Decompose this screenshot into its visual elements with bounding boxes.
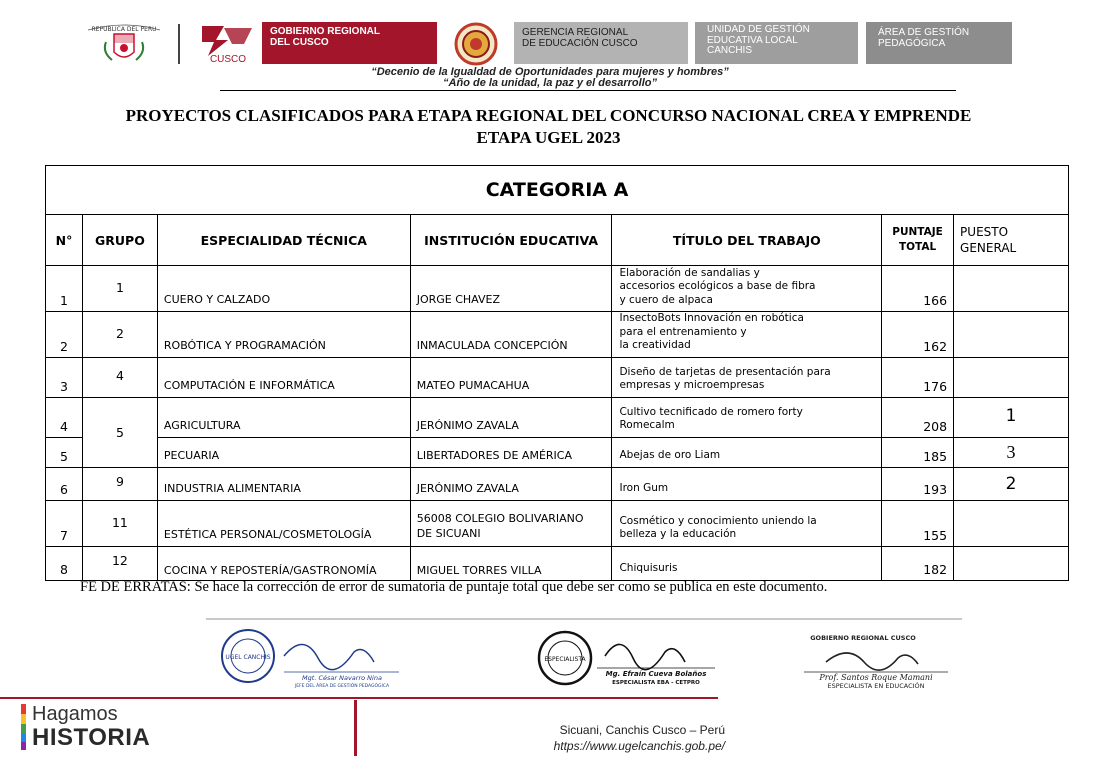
row-titulo: Cosmético y conocimiento uniendo la belleza y la educación: [612, 500, 882, 546]
row-especialidad: PECUARIA: [157, 437, 410, 467]
table-header-row: [46, 215, 1069, 266]
gobierno-regional-line2: DEL CUSCO: [270, 37, 329, 48]
row-grupo: 11: [82, 500, 157, 546]
area-gestion-banner: [866, 22, 1012, 64]
signature-strip-border: [206, 618, 962, 620]
row-puntaje: 182: [882, 546, 954, 580]
row-especialidad: ROBÓTICA Y PROGRAMACIÓN: [157, 312, 410, 358]
row-especialidad: ESTÉTICA PERSONAL/COSMETOLOGÍA: [157, 500, 410, 546]
motto-year: “Año de la unidad, la paz y el desarrollo”: [443, 77, 657, 89]
peru-coat-of-arms-logo: [78, 22, 170, 66]
row-titulo: Elaboración de sandalias y accesorios ecológicos a base de fibra y cuero de alpaca: [612, 266, 882, 312]
gerencia-regional-banner: [514, 22, 688, 64]
footer-website-link[interactable]: https://www.ugelcanchis.gob.pe/: [553, 739, 725, 753]
header-puesto: PUESTO GENERAL: [954, 215, 1069, 266]
ugel-line3: CANCHIS: [707, 45, 753, 56]
signer-role: ESPECIALISTA EN EDUCACIÓN: [827, 682, 925, 690]
table-row: [46, 467, 1069, 500]
row-grupo: 1: [82, 266, 157, 312]
row-grupo: 5: [82, 397, 157, 467]
row-grupo: 12: [82, 546, 157, 580]
signer-role: ESPECIALISTA EBA - CETPRO: [612, 680, 700, 686]
gobierno-regional-line1: GOBIERNO REGIONAL: [270, 26, 381, 37]
motto-decade: “Decenio de la Igualdad de Oportunidades para mujeres y hombres”: [371, 66, 729, 78]
row-titulo: Iron Gum: [612, 467, 882, 500]
row-number: 4: [46, 397, 83, 437]
row-titulo: Chiquisuris: [612, 546, 882, 580]
gerencia-line2: DE EDUCACIÓN CUSCO: [522, 38, 638, 49]
signature-block-2: [535, 628, 725, 692]
brand-color-bar: [21, 704, 26, 750]
brand-hagamos: Hagamos: [32, 703, 118, 725]
cusco-logo-text: CUSCO: [209, 54, 247, 64]
cusco-logo: [194, 22, 262, 64]
row-especialidad: INDUSTRIA ALIMENTARIA: [157, 467, 410, 500]
row-number: 2: [46, 312, 83, 358]
row-institucion: JORGE CHAVEZ: [410, 266, 612, 312]
row-titulo: InsectoBots Innovación en robótica para el entrenamiento y la creatividad: [612, 312, 882, 358]
stamp-text: ESPECIALISTA: [544, 656, 586, 663]
row-puntaje: 193: [882, 467, 954, 500]
footer-location: Sicuani, Canchis Cusco – Perú: [559, 723, 725, 737]
row-number: 5: [46, 437, 83, 467]
row-puesto: [954, 357, 1069, 397]
row-puntaje: 176: [882, 357, 954, 397]
table-row: [46, 266, 1069, 312]
footer-rule: [0, 697, 718, 699]
page-title: PROYECTOS CLASIFICADOS PARA ETAPA REGIONAL DEL CONCURSO NACIONAL CREA Y EMPRENDE: [125, 106, 972, 125]
row-number: 7: [46, 500, 83, 546]
category-heading: CATEGORIA A: [46, 166, 1069, 215]
table-row: [46, 437, 1069, 467]
header-divider: [178, 24, 180, 64]
row-institucion: LIBERTADORES DE AMÉRICA: [410, 437, 612, 467]
row-puntaje: 185: [882, 437, 954, 467]
table-row: [46, 357, 1069, 397]
row-grupo: 9: [82, 467, 157, 500]
row-grupo: 2: [82, 312, 157, 358]
row-puesto: 2: [954, 467, 1069, 500]
header-titulo: TÍTULO DEL TRABAJO: [612, 215, 882, 266]
area-line2: PEDAGÓGICA: [878, 38, 946, 49]
header-number: N°: [46, 215, 83, 266]
ugel-banner: [695, 22, 858, 64]
row-titulo: Abejas de oro Liam: [612, 437, 882, 467]
row-especialidad: COCINA Y REPOSTERÍA/GASTRONOMÍA: [157, 546, 410, 580]
footer-divider: [354, 700, 357, 756]
row-titulo: Cultivo tecnificado de romero forty Romecalm: [612, 397, 882, 437]
row-institucion: 56008 COLEGIO BOLIVARIANO DE SICUANI: [410, 500, 612, 546]
header-institucion: INSTITUCIÓN EDUCATIVA: [410, 215, 612, 266]
row-number: 8: [46, 546, 83, 580]
page-subtitle: ETAPA UGEL 2023: [476, 128, 621, 147]
signer-name: Prof. Santos Roque Mamani: [819, 673, 933, 682]
row-institucion: MATEO PUMACAHUA: [410, 357, 612, 397]
header-especialidad: ESPECIALIDAD TÉCNICA: [157, 215, 410, 266]
row-institucion: JERÓNIMO ZAVALA: [410, 397, 612, 437]
ugel-line1: UNIDAD DE GESTIÓN: [707, 24, 810, 35]
row-institucion: MIGUEL TORRES VILLA: [410, 546, 612, 580]
signer-name: Mg. Efraín Cueva Bolaños: [605, 670, 707, 678]
signature-block-3: [768, 630, 958, 694]
row-institucion: INMACULADA CONCEPCIÓN: [410, 312, 612, 358]
row-number: 1: [46, 266, 83, 312]
table-row: [46, 500, 1069, 546]
ugel-line2: EDUCATIVA LOCAL: [707, 34, 798, 46]
results-table: [45, 165, 1069, 581]
row-puesto: 1: [954, 397, 1069, 437]
area-line1: ÁREA DE GESTIÓN: [878, 27, 970, 38]
peru-logo-text: REPUBLICA DEL PERU: [91, 26, 157, 33]
row-grupo: 4: [82, 357, 157, 397]
errata-note: FE DE ERRATAS: Se hace la corrección de error de sumatoria de puntaje total que debe ser como se publica en este documento.: [80, 579, 828, 595]
brand-historia: HISTORIA: [32, 724, 151, 751]
row-puesto: [954, 312, 1069, 358]
row-puntaje: 162: [882, 312, 954, 358]
row-puesto: [954, 500, 1069, 546]
motto-underline: [220, 90, 956, 91]
table-row: [46, 546, 1069, 580]
row-institucion: JERÓNIMO ZAVALA: [410, 467, 612, 500]
row-especialidad: COMPUTACIÓN E INFORMÁTICA: [157, 357, 410, 397]
header-puntaje: PUNTAJE TOTAL: [882, 215, 954, 266]
row-puntaje: 166: [882, 266, 954, 312]
table-row: [46, 397, 1069, 437]
row-especialidad: AGRICULTURA: [157, 397, 410, 437]
row-especialidad: CUERO Y CALZADO: [157, 266, 410, 312]
row-puesto: [954, 546, 1069, 580]
signer-role: JEFE DEL ÁREA DE GESTIÓN PEDAGÓGICA: [294, 684, 390, 689]
row-titulo: Diseño de tarjetas de presentación para empresas y microempresas: [612, 357, 882, 397]
row-number: 6: [46, 467, 83, 500]
stamp-text: GOBIERNO REGIONAL CUSCO: [810, 634, 916, 642]
row-puntaje: 208: [882, 397, 954, 437]
row-number: 3: [46, 357, 83, 397]
row-puesto: 3: [954, 437, 1069, 467]
gerencia-education-seal-logo: [444, 22, 508, 66]
signer-name: Mgt. César Navarro Nina: [302, 674, 382, 682]
row-puesto: [954, 266, 1069, 312]
table-row: [46, 312, 1069, 358]
row-puntaje: 155: [882, 500, 954, 546]
header-grupo: GRUPO: [82, 215, 157, 266]
stamp-text: UGEL CANCHIS: [225, 654, 271, 661]
gerencia-line1: GERENCIA REGIONAL: [522, 27, 629, 38]
signature-block-1: [214, 622, 404, 690]
gobierno-regional-banner: [262, 22, 437, 64]
